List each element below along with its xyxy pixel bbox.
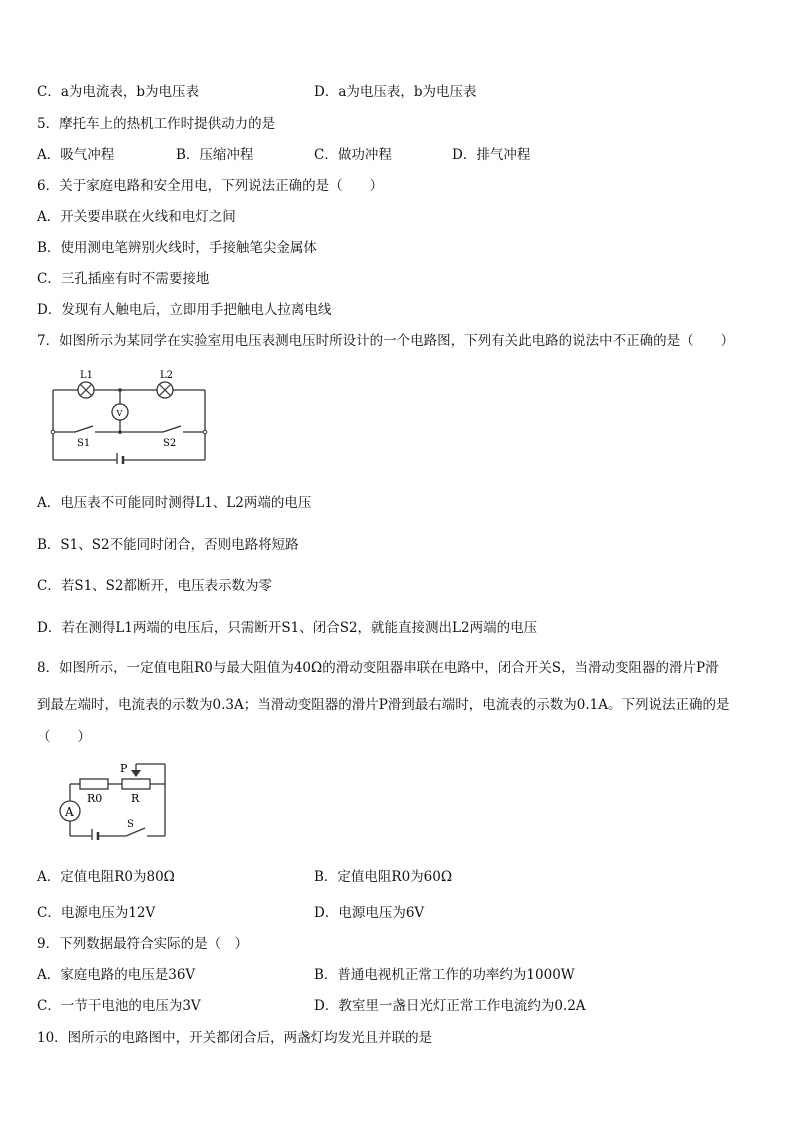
resistor-r0-icon	[80, 779, 108, 789]
q4-option-d: D．a为电压表，b为电压表	[314, 84, 477, 100]
q8-label-r0: R0	[87, 792, 103, 805]
q8-label-r: R	[131, 792, 140, 805]
q8-circuit-diagram	[50, 758, 175, 840]
q8-label-s: S	[127, 819, 134, 830]
q7-stem: 7．如图所示为某同学在实验室用电压表测电压时所设计的一个电路图，下列有关此电路的说法中不正确的是（ ）	[37, 333, 735, 349]
q9-option-c: C．一节干电池的电压为3V	[37, 998, 201, 1014]
q6-option-c: C．三孔插座有时不需要接地	[37, 271, 210, 287]
q6-stem: 6．关于家庭电路和安全用电，下列说法正确的是（ ）	[37, 178, 384, 194]
q5-option-c: C．做功冲程	[314, 147, 392, 163]
q8-option-d: D．电源电压为6V	[314, 905, 425, 921]
q9-option-d: D．教室里一盏日光灯正常工作电流约为0.2A	[314, 998, 586, 1014]
q4-option-c: C．a为电流表，b为电压表	[37, 84, 200, 100]
q6-option-b: B．使用测电笔辨别火线时，手接触笔尖金属体	[37, 240, 317, 256]
q7-option-b: B．S1、S2不能同时闭合，否则电路将短路	[37, 537, 299, 553]
battery-icon	[92, 829, 98, 840]
q7-option-c: C．若S1、S2都断开，电压表示数为零	[37, 578, 273, 594]
q7-label-l2: L2	[160, 370, 174, 381]
q10-stem: 10．图所示的电路图中，开关都闭合后，两盏灯均发光且并联的是	[37, 1030, 433, 1046]
q8-stem-line1: 8．如图所示，一定值电阻R0与最大阻值为40Ω的滑动变阻器串联在电路中，闭合开关S，当滑动变阻器的滑片P滑	[37, 660, 719, 676]
q7-option-a: A．电压表不可能同时测得L1、L2两端的电压	[37, 495, 312, 511]
q8-label-p: P	[120, 762, 128, 775]
q8-option-c: C．电源电压为12V	[37, 905, 156, 921]
q9-option-b: B．普通电视机正常工作的功率约为1000W	[314, 967, 575, 983]
battery-icon	[117, 453, 123, 464]
rheostat-r-icon	[122, 779, 150, 789]
q6-option-a: A．开关要串联在火线和电灯之间	[37, 209, 236, 225]
q6-option-d: D．发现有人触电后，立即用手把触电人拉离电线	[37, 302, 332, 318]
q8-option-a: A．定值电阻R0为80Ω	[37, 869, 175, 885]
q5-option-d: D．排气冲程	[452, 147, 531, 163]
q9-option-a: A．家庭电路的电压是36V	[37, 967, 196, 983]
q7-label-l1: L1	[80, 370, 94, 381]
q5-option-b: B．压缩冲程	[176, 147, 254, 163]
q7-label-s2: S2	[163, 438, 177, 449]
q7-circuit-diagram	[45, 364, 215, 464]
q7-option-d: D．若在测得L1两端的电压后，只需断开S1、闭合S2，就能直接测出L2两端的电压	[37, 620, 538, 636]
q7-label-s1: S1	[77, 438, 91, 449]
q8-label-a: A	[65, 805, 74, 819]
q5-option-a: A．吸气冲程	[37, 147, 115, 163]
q7-label-v: V	[116, 409, 123, 418]
q8-option-b: B．定值电阻R0为60Ω	[314, 869, 453, 885]
q8-stem-line2: 到最左端时，电流表的示数为0.3A；当滑动变阻器的滑片P滑到最右端时，电流表的示数为0.1A。下列说法正确的是	[37, 697, 730, 713]
q9-stem: 9．下列数据最符合实际的是（ ）	[37, 936, 249, 952]
q5-stem: 5．摩托车上的热机工作时提供动力的是	[37, 116, 276, 132]
q8-stem-line3: （ ）	[37, 729, 91, 745]
